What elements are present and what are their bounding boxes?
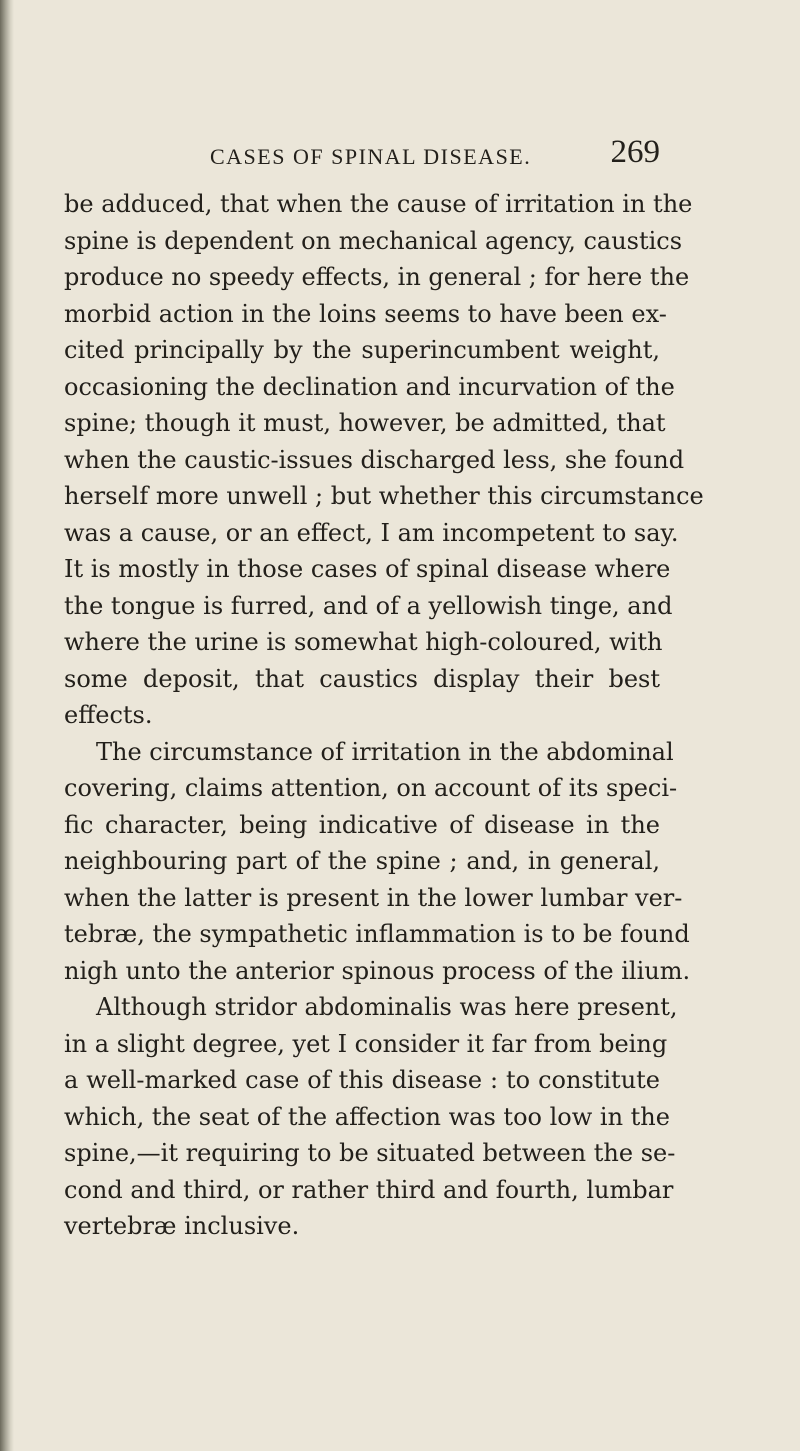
text-line: a well-marked case of this disease : to constitute xyxy=(64,1066,660,1094)
paragraph-3 xyxy=(64,989,678,1245)
running-title: CASES OF SPINAL DISEASE. xyxy=(210,144,532,169)
text-line: cited principally by the superincumbent weight, xyxy=(64,336,660,364)
text-line: neighbouring part of the spine ; and, in general, xyxy=(64,847,660,875)
page-header xyxy=(210,134,660,176)
text-line: Although stridor abdominalis was here present, xyxy=(96,993,678,1021)
text-line: when the latter is present in the lower lumbar ver- xyxy=(64,883,683,912)
text-line: produce no speedy effects, in general ; for here the xyxy=(64,263,690,291)
text-line: where the urine is somewhat high-coloured, with xyxy=(64,628,663,656)
body-text xyxy=(64,186,704,1245)
paragraph-1 xyxy=(64,186,704,734)
text-line: cond and third, or rather third and fourth, lumbar xyxy=(64,1175,674,1204)
text-line: spine,—it requiring to be situated between the se- xyxy=(64,1139,676,1167)
text-line: some deposit, that caustics display their best xyxy=(64,664,660,693)
page-number: 269 xyxy=(610,134,660,170)
text-line: the tongue is furred, and of a yellowish tinge, and xyxy=(64,591,673,620)
text-line: covering, claims attention, on account of its speci- xyxy=(64,774,678,802)
text-line: spine is dependent on mechanical agency, caustics xyxy=(64,226,683,255)
text-line: It is mostly in those cases of spinal disease where xyxy=(64,555,671,583)
text-line: vertebræ inclusive. xyxy=(64,1212,300,1240)
text-line: in a slight degree, yet I consider it far from being xyxy=(64,1029,668,1058)
text-line: occasioning the declination and incurvation of the xyxy=(64,372,675,401)
paragraph-2 xyxy=(64,734,691,990)
text-line: The circumstance of irritation in the abdominal xyxy=(96,737,674,766)
text-line: effects. xyxy=(64,701,153,729)
text-line: which, the seat of the affection was too low in the xyxy=(64,1102,670,1131)
text-line: fic character, being indicative of disease in the xyxy=(64,810,660,839)
text-line: tebræ, the sympathetic inflammation is to be found xyxy=(64,920,690,948)
text-line: when the caustic-issues discharged less, she found xyxy=(64,445,685,474)
binding-shadow xyxy=(0,0,14,1451)
text-line: morbid action in the loins seems to have been ex- xyxy=(64,299,667,328)
text-line: be adduced, that when the cause of irritation in the xyxy=(64,190,693,218)
text-line: spine; though it must, however, be admitted, that xyxy=(64,409,666,437)
text-line: nigh unto the anterior spinous process of the ilium. xyxy=(64,956,691,985)
text-line: herself more unwell ; but whether this circumstance xyxy=(64,482,704,510)
text-line: was a cause, or an effect, I am incompetent to say. xyxy=(64,518,679,547)
